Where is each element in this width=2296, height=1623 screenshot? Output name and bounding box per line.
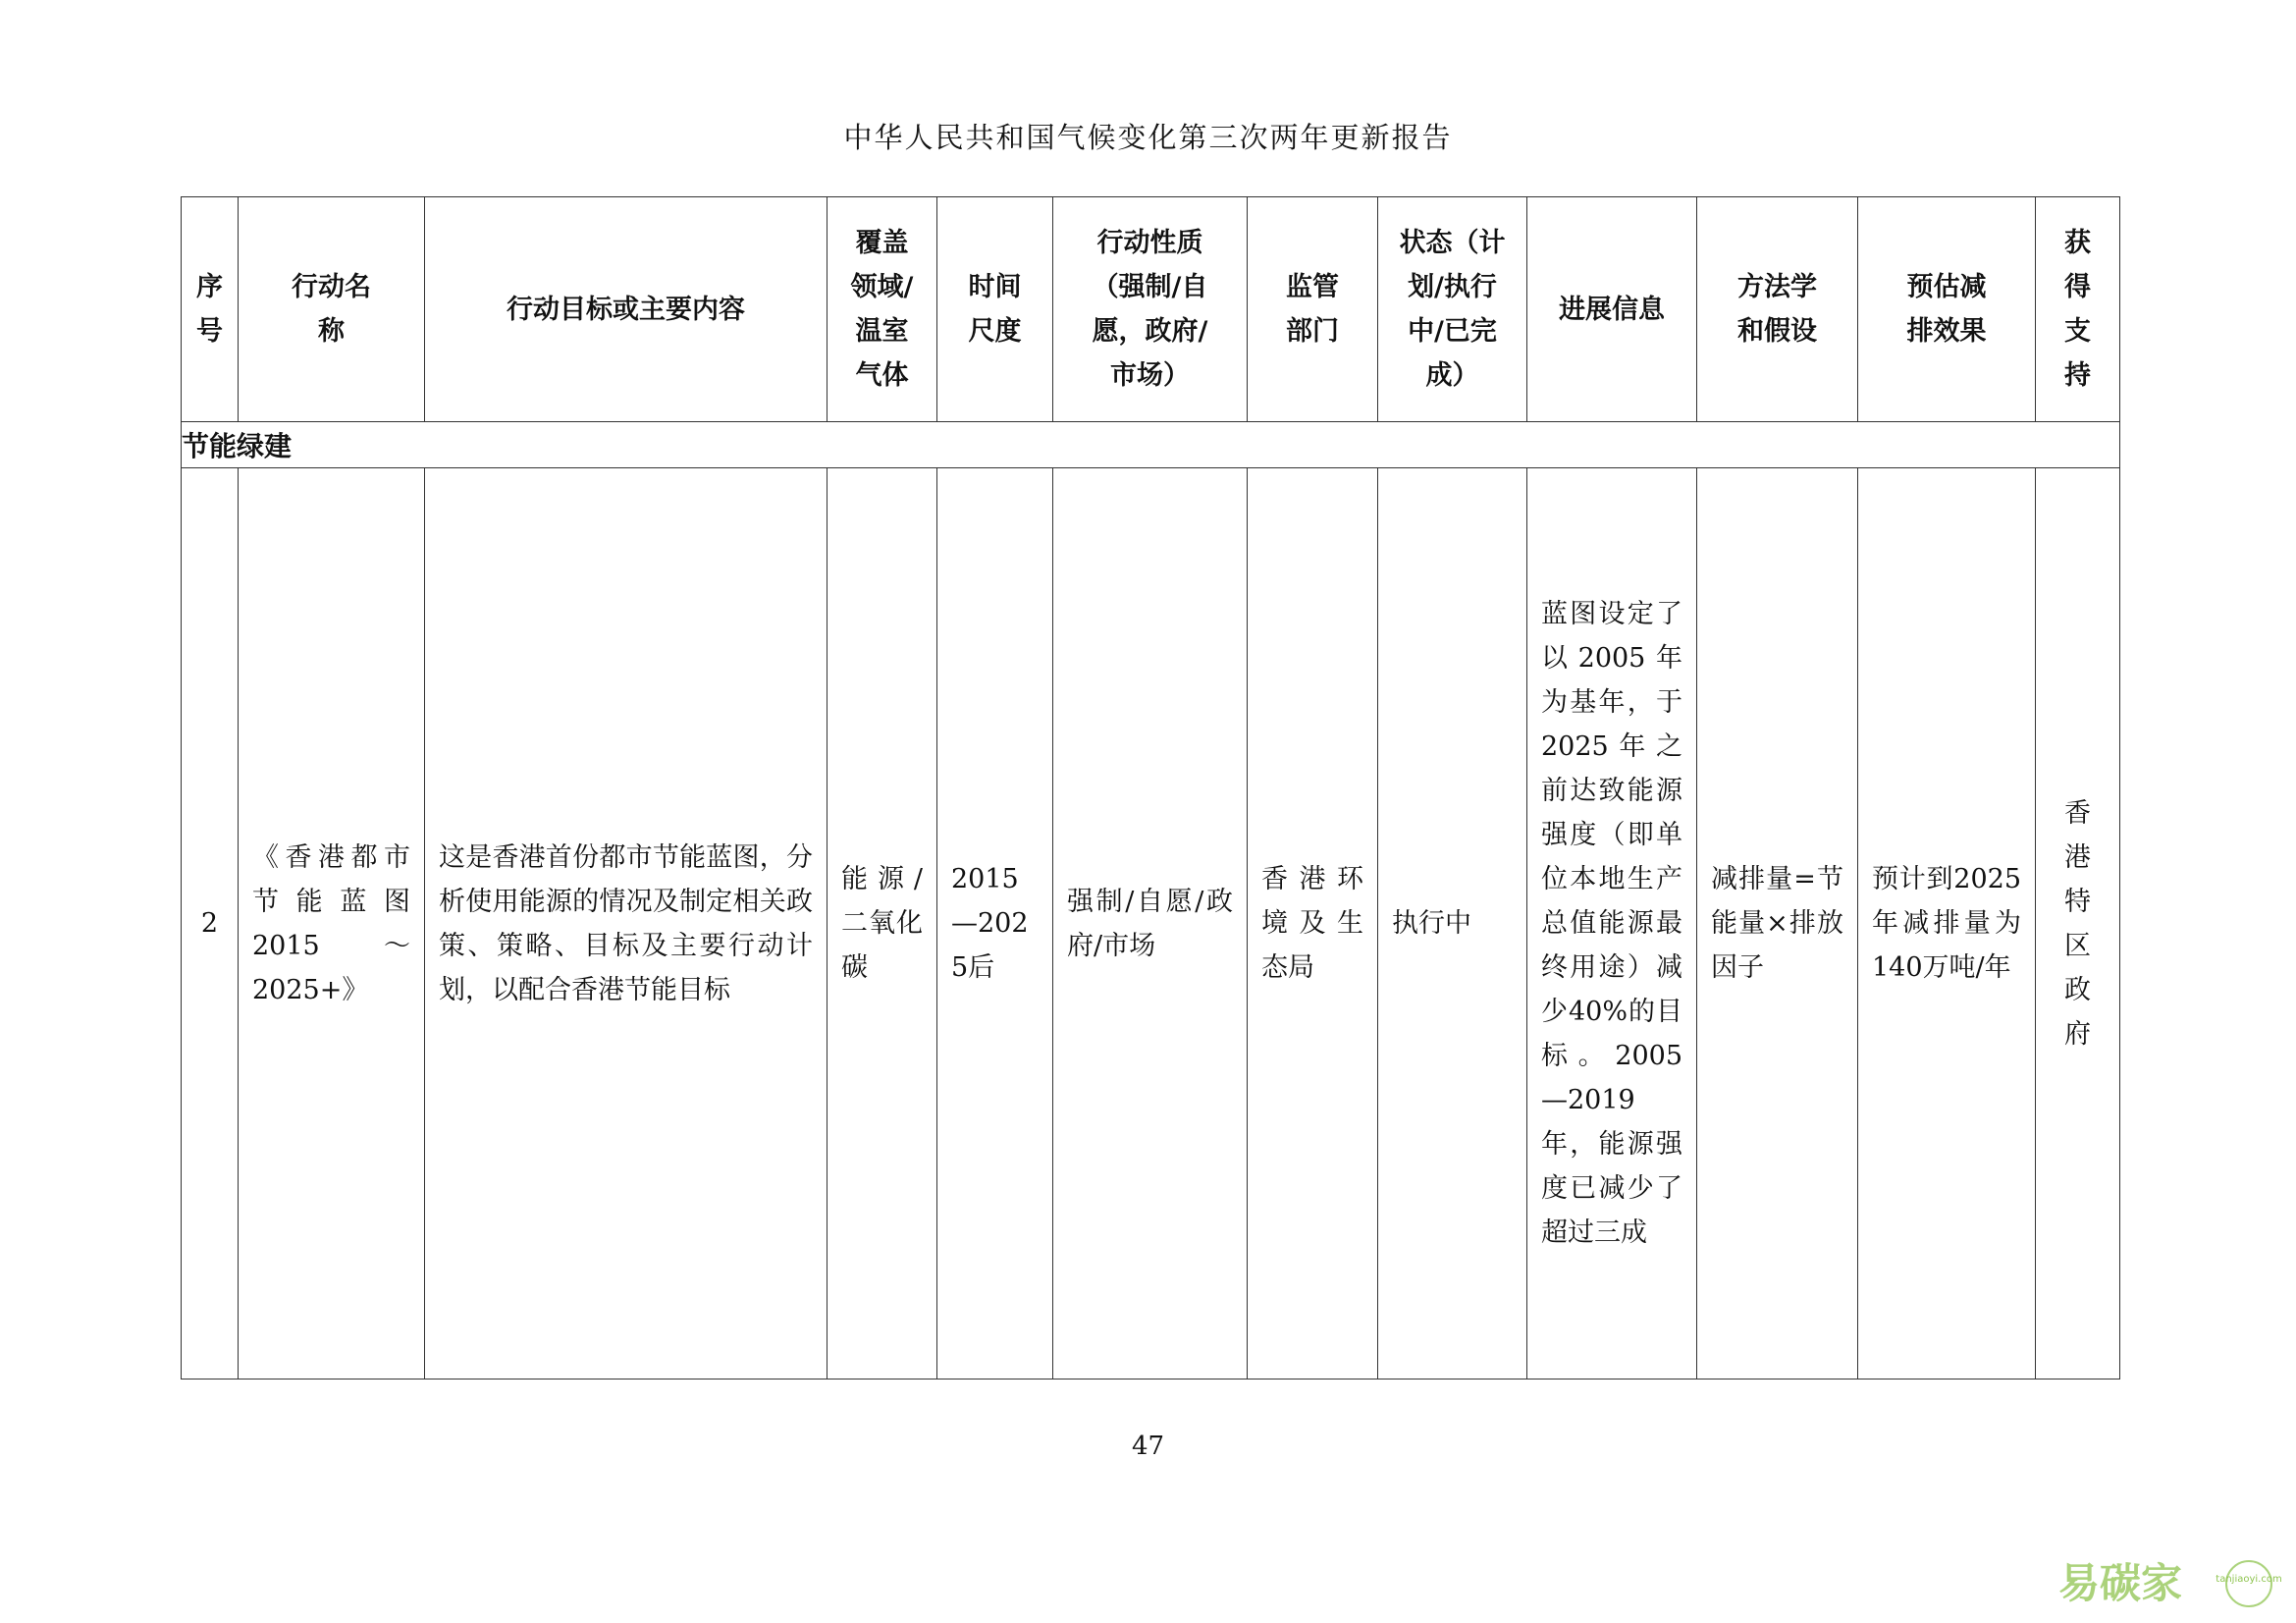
header-effect: 预估减排效果 (1858, 197, 2036, 422)
watermark-domain-text: tanjiaoyi.com (2216, 1574, 2282, 1585)
action-table (181, 196, 2120, 1380)
row-method: 减排量=节能量×排放因子 (1697, 468, 1858, 1380)
header-nature: 行动性质（强制/自愿，政府/市场） (1053, 197, 1248, 422)
table-row (182, 468, 2120, 1380)
row-scope: 能源/二氧化碳 (828, 468, 937, 1380)
section-row (182, 422, 2120, 468)
watermark-brand-text: 易碳家 (2058, 1559, 2183, 1607)
row-effect: 预计到2025年减排量为140万吨/年 (1858, 468, 2036, 1380)
header-goal: 行动目标或主要内容 (425, 197, 828, 422)
header-method: 方法学和假设 (1697, 197, 1858, 422)
section-title: 节能绿建 (182, 422, 2120, 468)
header-scope: 覆盖领域/温室气体 (828, 197, 937, 422)
header-support: 获得支持 (2036, 197, 2120, 422)
header-progress: 进展信息 (1527, 197, 1697, 422)
row-goal: 这是香港首份都市节能蓝图，分析使用能源的情况及制定相关政策、策略、目标及主要行动计划，以配合香港节能目标 (425, 468, 828, 1380)
header-authority: 监管部门 (1248, 197, 1378, 422)
row-authority: 香港环境及生态局 (1248, 468, 1378, 1380)
header-status: 状态（计划/执行中/已完成） (1378, 197, 1527, 422)
page-number: 47 (1131, 1432, 1165, 1461)
watermark-logo (2056, 1554, 2284, 1609)
header-index: 序号 (182, 197, 239, 422)
row-action-name: 《香港都市节能蓝图2015～2025+》 (239, 468, 425, 1380)
row-time-scale: 2015—2025后 (937, 468, 1053, 1380)
row-progress: 蓝图设定了以2005年为基年，于2025年之前达致能源强度（即单位本地生产总值能源最终用途）减少40%的目标。2005—2019年，能源强度已减少了超过三成 (1527, 468, 1697, 1380)
row-status: 执行中 (1378, 468, 1527, 1380)
page-header: 中华人民共和国气候变化第三次两年更新报告 (843, 121, 1453, 154)
row-nature: 强制/自愿/政府/市场 (1053, 468, 1248, 1380)
header-time-scale: 时间尺度 (937, 197, 1053, 422)
row-index: 2 (182, 468, 239, 1380)
header-name: 行动名称 (239, 197, 425, 422)
header-row (182, 197, 2120, 422)
row-support: 香港特区政府 (2036, 468, 2120, 1380)
